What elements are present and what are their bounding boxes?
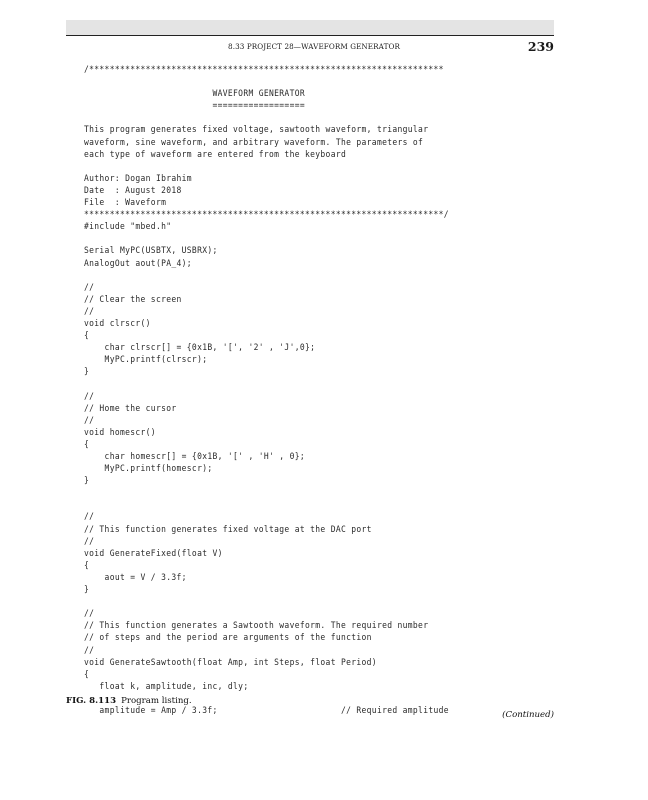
- code-line: Date : August 2018: [84, 185, 182, 196]
- code-line: This program generates fixed voltage, sawtooth waveform, triangular: [84, 125, 429, 136]
- code-line: [84, 161, 526, 173]
- code-line: //: [84, 306, 95, 317]
- code-line: //: [84, 391, 95, 402]
- top-header-strip: [66, 20, 554, 35]
- code-line: [84, 112, 526, 124]
- code-line: /*********************************************************************: [84, 65, 444, 75]
- code-line: // Clear the screen: [84, 294, 182, 305]
- program-listing: [84, 64, 554, 717]
- running-head: [66, 39, 554, 56]
- code-line: //: [84, 609, 95, 620]
- code-line: [84, 233, 526, 245]
- code-line: //: [84, 645, 95, 656]
- figure-caption: [66, 696, 192, 706]
- code-line: [84, 487, 526, 499]
- code-line: ==================: [84, 101, 306, 112]
- code-line: //: [84, 415, 95, 426]
- code-line: // of steps and the period are arguments of the function: [84, 633, 372, 644]
- continued-note: (Continued): [502, 710, 554, 720]
- code-line: #include "mbed.h": [84, 222, 172, 233]
- code-line: aout = V / 3.3f;: [84, 572, 187, 583]
- code-line: [84, 378, 526, 390]
- code-line: {: [84, 331, 90, 342]
- code-line: void GenerateFixed(float V): [84, 548, 223, 559]
- code-line: char homescr[] = {0x1B, '[' , 'H' , 0};: [84, 452, 306, 462]
- code-line: }: [84, 476, 90, 487]
- code-line: void clrscr(): [84, 318, 151, 329]
- code-line: void GenerateSawtooth(float Amp, int Steps, float Period): [84, 657, 377, 668]
- code-line: //: [84, 282, 95, 293]
- code-line: //: [84, 536, 95, 547]
- code-line: each type of waveform are entered from the keyboard: [84, 149, 347, 160]
- code-line: [84, 499, 526, 511]
- code-line: void homescr(): [84, 427, 156, 438]
- figure-label: FIG. 8.113: [66, 696, 117, 706]
- code-line: char clrscr[] = {0x1B, '[', '2' , 'J',0};: [84, 343, 316, 354]
- code-line: }: [84, 367, 90, 378]
- page-number: 239: [527, 39, 554, 54]
- header-rule: [66, 35, 554, 36]
- code-line: Serial MyPC(USBTX, USBRX);: [84, 246, 218, 257]
- code-line: {: [84, 669, 90, 680]
- code-line: waveform, sine waveform, and arbitrary waveform. The parameters of: [84, 137, 424, 148]
- code-line: File : Waveform: [84, 198, 167, 209]
- code-line: AnalogOut aout(PA_4);: [84, 258, 192, 269]
- code-line: [84, 596, 526, 608]
- code-line: [84, 270, 526, 282]
- code-line: amplitude = Amp / 3.3f; // Required amplitude: [84, 705, 449, 716]
- figure-caption-text: Program listing.: [121, 696, 192, 706]
- running-title: 8.33 PROJECT 28—WAVEFORM GENERATOR: [228, 42, 400, 51]
- code-line: Author: Dogan Ibrahim: [84, 173, 192, 184]
- code-line: // This function generates a Sawtooth waveform. The required number: [84, 621, 429, 632]
- code-line: float k, amplitude, inc, dly;: [84, 681, 249, 692]
- code-line: [84, 76, 526, 88]
- code-line: }: [84, 585, 90, 596]
- code-line: {: [84, 560, 90, 571]
- code-line: //: [84, 512, 95, 523]
- code-line: // This function generates fixed voltage at the DAC port: [84, 524, 372, 535]
- code-line: WAVEFORM GENERATOR: [84, 89, 306, 100]
- code-line: // Home the cursor: [84, 403, 177, 414]
- code-line: MyPC.printf(clrscr);: [84, 355, 208, 366]
- code-line: MyPC.printf(homescr);: [84, 464, 213, 475]
- code-line: **********************************************************************/: [84, 210, 449, 221]
- code-line: {: [84, 439, 90, 450]
